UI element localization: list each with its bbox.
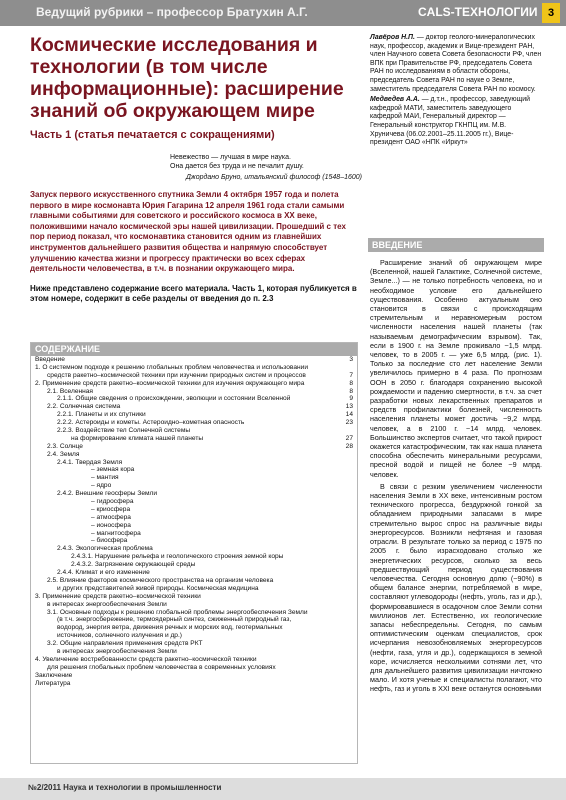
toc-item [31,459,357,467]
epigraph-line: Она дается без труда и не печалит душу. [170,163,304,170]
lead-paragraph: Запуск первого искусственного спутника Земли 4 октября 1957 года и полета первого в мире космонавта Юрия Гагарина 12 апреля 1961 года стали самыми главными событиями для советского и российского космоса в XX веке, положившими начало космической эры нашей цивилизации. Прошедший с тех пор период показал, что космонавтика становится одним из главнейших инструментов дальнейшего развития общества и напрямую способствует улучшению качества жизни и прогрессу практически во всех сферах деятельности человечества, в т.ч. в познании окружающего мира. [30,190,346,274]
toc-item-title: 2.4.3.1. Нарушение рельефа и геологического строения земной коры [71,553,284,561]
toc-item-title: 2.4.3. Экологическая проблема [57,545,153,553]
toc-item-page: 23 [345,419,353,427]
footer [0,778,566,800]
toc-item [31,372,357,380]
toc-item-title: для решения глобальных проблем человечества в современных условиях [47,663,276,671]
toc-item [31,364,357,372]
toc-item [31,395,357,403]
toc-item-title: 2.3. Солнце [47,442,83,450]
author-name: Лавёров Н.П. [370,34,415,41]
toc-item [31,411,357,419]
toc-item [31,490,357,498]
toc-item-title: 2.4.2. Внешние геосферы Земли [57,490,158,498]
toc-item-title: – гидросфера [91,498,134,506]
toc-item [31,474,357,482]
toc-item [31,569,357,577]
toc-item-title: 2.1. Вселенная [47,387,94,395]
epigraph-line: Невежество — лучшая в мире наука. [170,154,291,161]
toc-item-title: 2.2.2. Астероиды и кометы. Астероидно–кометная опасность [57,419,245,427]
toc-item-title: 4. Увеличение востребованности средств ракетно–космической техники [35,655,257,663]
toc-item-page: 9 [349,395,353,403]
toc-item-title: 2.4.4. Климат и его изменение [57,569,150,577]
intro-heading: ВВЕДЕНИЕ [368,238,544,252]
toc-item [31,648,357,656]
toc-item [31,435,357,443]
toc-item [31,380,357,388]
toc-item-title: – магнитосфера [91,529,141,537]
intro-text [370,258,542,697]
epigraph [170,153,362,182]
toc-item [31,656,357,664]
toc-item [31,593,357,601]
toc-item-title: 2.5. Влияние факторов космического пространства на организм человека [47,576,274,584]
toc-item [31,403,357,411]
toc-item-title: 3.2. Общие направления применения средств РКТ [47,640,203,648]
toc-item-title: источников, солнечного излучения и др.) [57,632,182,640]
toc-item-page: 14 [345,411,353,419]
toc-item-page: 7 [349,371,353,379]
toc-item [31,451,357,459]
toc-item-title: – криосфера [91,505,131,513]
article-title: Космические исследования и технологии (в том числе информационные): расширение знаний об окружающем мире [30,34,344,122]
authors-column [370,34,542,150]
toc-item-title: в интересах энергообеспечения Земли [47,600,167,608]
toc-item-page: 13 [345,403,353,411]
toc-item-title: Литература [35,679,71,687]
toc-item-title: – атмосфера [91,513,131,521]
toc-item-title: и других представителей живой природы. Космическая медицина [57,584,259,592]
toc-item [31,522,357,530]
toc-item [31,356,357,364]
toc-item [31,585,357,593]
toc-item-title: средств ракетно–космической техники при изучении природных систем и процессов [47,371,306,379]
toc-item-title: – ионосфера [91,521,131,529]
toc-item-title: 3.1. Основные подходы к решению глобальной проблемы энергообеспечения Земли [47,608,308,616]
section-label: CALS-ТЕХНОЛОГИИ [418,5,538,19]
toc-item [31,672,357,680]
toc-item-title: 2.2.1. Планеты и их спутники [57,411,146,419]
toc-item [31,640,357,648]
toc-item-title: – биосфера [91,537,128,545]
toc-item-title: – ядро [91,482,112,490]
author-name: Медведев А.А. [370,96,420,104]
page-number: 3 [542,3,560,23]
toc-item-title: (в т.ч. энергосбережение, термоядерный синтез, сжиженный природный газ, [57,616,292,624]
toc-heading: СОДЕРЖАНИЕ [31,343,357,356]
toc-item [31,601,357,609]
toc-item-page: 27 [345,434,353,442]
toc-item-title: 2.2.3. Воздействие тел Солнечной системы [57,427,191,435]
top-bar [0,0,566,26]
epigraph-source: Джордано Бруно, итальянский философ (1548–1600) [185,174,362,181]
toc-item-title: 3. Применение средств ракетно–космической техники [35,592,201,600]
toc-item [31,482,357,490]
toc-item [31,624,357,632]
toc-item-title: на формирование климата нашей планеты [71,434,204,442]
toc-item-title: 2. Применение средств ракетно–космической техники для изучения окружающего мира [35,379,305,387]
toc-item-title: – мантия [91,474,119,482]
toc-list [31,356,357,687]
table-of-contents [30,342,358,764]
toc-item [31,498,357,506]
toc-item [31,419,357,427]
toc-item [31,530,357,538]
author-description: — доктор геолого-минералогических наук, профессор, академик и Вице-президент РАН, член Научного совета Совета безопасности РФ, член ВПК при Правительстве РФ, председатель Совета РАН по исследованиям в области обороны, председатель Совета РАН по науке о Земле, заместитель председателя Совета РАН по космосу. [370,34,542,93]
toc-item-title: Заключение [35,671,73,679]
toc-item-page: 8 [349,379,353,387]
toc-item-title: в интересах энергообеспечения Земли [57,647,177,655]
footer-issue: №2/2011 Наука и технологии в промышленности [28,783,222,792]
toc-item [31,506,357,514]
toc-item [31,632,357,640]
toc-item-title: 2.4.1. Твердая Земля [57,458,123,466]
rubric-editor: Ведущий рубрики – профессор Братухин А.Г. [36,5,308,19]
article-part: Часть 1 (статья печатается с сокращениями) [30,129,275,141]
author-entry [370,34,542,94]
author-description: — д.т.н., профессор, заведующий кафедрой МАТИ, заместитель заведующего кафедрой МАИ, Генеральный директор — Генеральный конструктор ГКНПЦ им. М.В. Хруничева (06.02.2001–25.11.2005 гг.), Вице-президент ОАО «НПК «Иркут» [370,96,530,147]
toc-item-page: 8 [349,387,353,395]
intro-paragraph: В связи с резким увеличением численности населения Земли в XX веке, интенсивным ростом технического прогресса, бездуржной гонкой за обладанием природными запасами в мире стремительно вырос спрос на различные виды энергоресурсов. Возникли нефтяная и газовая отрасли. В результате только за период с 1975 по 2005 г. было израсходовано столько же энергетических ресурсов, сколько за весь предшествующий период существования человечества. Сегодня основную долю (~90%) в общем балансе энергии, потребляемой в мире, составляют углеводороды (нефть, уголь, газ и др.), формировавшиеся в осадочном слое Земли сотни миллионов лет. Естественно, их геологические запасы небеспредельны. Сегодня, по самым оптимистическим оценкам специалистов, срок исчерпания невозобновляемых энергоресурсов (нефти, газа, угля и др.), содержащихся в земной коре, исчисляется несколькими сотнями лет, что для дальнейшего развития цивилизации ничтожно мало. И хотя ученые и специалисты полагают, что нефть, газ и уголь в XXI веке останутся основными [370,481,542,694]
toc-item-title: – земная кора [91,466,135,474]
toc-item [31,680,357,688]
toc-item [31,427,357,435]
toc-item-page: 28 [345,442,353,450]
content-note: Ниже представлено содержание всего материала. Часть 1, которая публикуется в этом номере, содержит в себе разделы от введения до п. 2.3 [30,283,357,303]
toc-item [31,561,357,569]
left-column [30,34,362,304]
toc-item-page: 3 [349,356,353,363]
toc-item [31,577,357,585]
toc-item-title: 2.2. Солнечная система [47,403,121,411]
toc-item [31,553,357,561]
toc-item-title: 1. О системном подходе к решению глобальных проблем человечества и использовании [35,363,309,371]
toc-item-title: 2.4. Земля [47,450,80,458]
intro-paragraph: Расширение знаний об окружающем мире (Вселенной, нашей Галактике, Солнечной системе, Земле...) — не только потребность человека, но и необходимое условие его дальнейшего существования. Особенно актуальным оно становится в связи с происходящим стремительным и неравномерным ростом численности населения нашей планеты (так называемым демографическим взрывом). Так, если в 1900 г. на Земле проживало ~1,5 млрд. человек, то в 2005 г. — уже 6,5 млрд. (рис. 1). Только за последние сто лет население Земли увеличилось примерно в 4 раза. По прогнозам ООН в 2050 г. благодаря сохранению высокой рождаемости и падению смертности, в т.ч. за счет разработки новых лекарственных препаратов и средств профилактики болезней, численность населения планеты может достичь ~9,2 млрд. человек, а в 2100 г. ~14 млрд. человек. Большинство экспертов считает, что такой прирост окажется катастрофическим, так как наша планета способна обеспечить минеральными ресурсами, пресной водой и пищей не более ~9 млрд. человек. [370,258,542,479]
toc-item-title: водород, энергия ветра, движения речных и морских вод, геотермальных [57,624,283,632]
toc-item [31,616,357,624]
toc-item [31,443,357,451]
author-entry [370,96,542,148]
toc-item-title: 2.1.1. Общие сведения о происхождении, эволюции и состоянии Вселенной [57,395,291,403]
toc-item [31,466,357,474]
toc-item [31,664,357,672]
toc-item-title: Введение [35,356,65,363]
toc-item [31,514,357,522]
toc-item-title: 2.4.3.2. Загрязнение окружающей среды [71,561,196,569]
